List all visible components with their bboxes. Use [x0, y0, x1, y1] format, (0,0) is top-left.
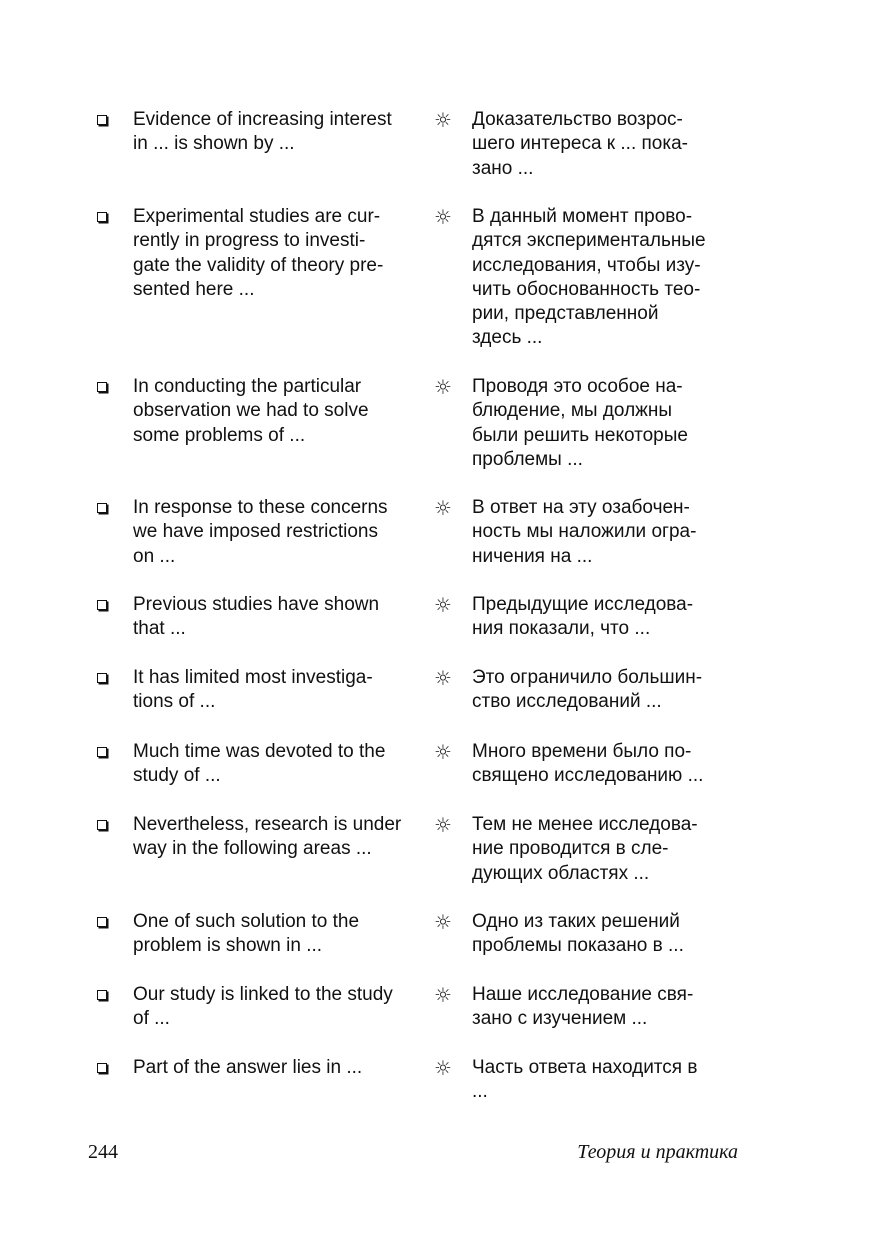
english-phrase-line: problem is shown in ...: [133, 935, 323, 957]
russian-translation-line: проблемы показано в ...: [472, 935, 684, 957]
english-phrase: [133, 666, 425, 715]
russian-translation-line: проблемы ...: [472, 448, 583, 470]
russian-translation-line: исследования, чтобы изу-: [472, 254, 701, 276]
checkbox-square-icon: [97, 990, 107, 1000]
english-phrase: [133, 910, 425, 959]
russian-translation: [472, 108, 742, 181]
russian-translation-line: Тем не менее исследова-: [472, 814, 698, 835]
sun-icon: ☼: [434, 740, 452, 764]
english-phrase-line: on ...: [133, 545, 176, 567]
checkbox-square-icon: [97, 917, 107, 927]
sun-icon: ☼: [434, 205, 452, 229]
russian-translation-line: ...: [472, 1081, 488, 1103]
russian-translation-line: Одно из таких решений: [472, 911, 680, 932]
russian-translation: [472, 740, 742, 789]
english-phrase-line: we have imposed restrictions: [133, 521, 378, 543]
russian-translation-line: блюдение, мы должны: [472, 400, 673, 422]
english-phrase-line: rently in progress to investi-: [133, 230, 366, 252]
russian-translation: [472, 813, 742, 886]
russian-translation-line: Часть ответа находится в: [472, 1057, 698, 1078]
sun-icon: ☼: [434, 108, 452, 132]
checkbox-square-icon: [97, 503, 107, 513]
english-phrase: [133, 740, 425, 789]
russian-translation-line: чить обоснованность тео-: [472, 278, 701, 300]
english-phrase: [133, 108, 425, 157]
english-phrase-line: Part of the answer lies in ...: [133, 1057, 363, 1078]
russian-translation-line: дующих областях ...: [472, 862, 650, 884]
sun-icon: ☼: [434, 496, 452, 520]
english-phrase-line: One of such solution to the: [133, 911, 360, 932]
checkbox-square-icon: [97, 1063, 107, 1073]
russian-translation-line: дятся экспериментальные: [472, 230, 706, 252]
sun-icon: ☼: [434, 593, 452, 617]
russian-translation: [472, 666, 742, 715]
english-phrase-line: of ...: [133, 1008, 170, 1030]
english-phrase-line: gate the validity of theory pre-: [133, 254, 384, 276]
sun-icon: ☼: [434, 813, 452, 837]
russian-translation-line: ничения на ...: [472, 545, 593, 567]
english-phrase: [133, 205, 425, 302]
english-phrase-line: some problems of ...: [133, 424, 306, 446]
english-phrase-line: Much time was devoted to the: [133, 741, 386, 762]
checkbox-square-icon: [97, 673, 107, 683]
english-phrase-line: Experimental studies are cur-: [133, 206, 381, 227]
english-phrase-line: Previous studies have shown: [133, 594, 380, 615]
sun-icon: ☼: [434, 375, 452, 399]
english-phrase-line: It has limited most investiga-: [133, 667, 373, 688]
page-number: 244: [88, 1141, 118, 1163]
russian-translation: [472, 205, 742, 351]
sun-icon: ☼: [434, 910, 452, 934]
russian-translation-line: ние проводится в сле-: [472, 838, 669, 860]
sun-icon: ☼: [434, 1056, 452, 1080]
english-phrase-line: in ... is shown by ...: [133, 133, 295, 155]
russian-translation-line: В данный момент прово-: [472, 206, 693, 227]
russian-translation: [472, 593, 742, 642]
checkbox-square-icon: [97, 115, 107, 125]
english-phrase-line: In response to these concerns: [133, 497, 388, 518]
russian-translation-line: зано с изучением ...: [472, 1008, 648, 1030]
russian-translation-line: здесь ...: [472, 327, 543, 349]
russian-translation: [472, 375, 742, 472]
english-phrase: [133, 375, 425, 448]
russian-translation-line: Наше исследование свя-: [472, 984, 694, 1005]
checkbox-square-icon: [97, 820, 107, 830]
english-phrase-line: Our study is linked to the study: [133, 984, 393, 1005]
english-phrase-line: observation we had to solve: [133, 400, 369, 422]
russian-translation-line: Много времени было по-: [472, 741, 692, 762]
english-phrase-line: Evidence of increasing interest: [133, 109, 392, 130]
russian-translation: [472, 910, 742, 959]
russian-translation: [472, 496, 742, 569]
russian-translation-line: зано ...: [472, 157, 534, 179]
checkbox-square-icon: [97, 212, 107, 222]
checkbox-square-icon: [97, 382, 107, 392]
russian-translation: [472, 983, 742, 1032]
english-phrase-line: Nevertheless, research is under: [133, 814, 402, 835]
sun-icon: ☼: [434, 666, 452, 690]
english-phrase: [133, 496, 425, 569]
russian-translation: [472, 1056, 742, 1105]
russian-translation-line: В ответ на эту озабочен-: [472, 497, 690, 518]
russian-translation-line: Проводя это особое на-: [472, 376, 683, 397]
russian-translation-line: Это ограничило большин-: [472, 667, 703, 688]
english-phrase: [133, 593, 425, 642]
english-phrase: [133, 983, 425, 1032]
running-title: Теория и практика: [577, 1141, 738, 1163]
russian-translation-line: ность мы наложили огра-: [472, 521, 697, 543]
english-phrase-line: sented here ...: [133, 278, 255, 300]
russian-translation-line: священо исследованию ...: [472, 765, 704, 787]
english-phrase-line: In conducting the particular: [133, 376, 362, 397]
russian-translation-line: Доказательство возрос-: [472, 109, 683, 130]
checkbox-square-icon: [97, 747, 107, 757]
russian-translation-line: ство исследований ...: [472, 691, 662, 713]
russian-translation-line: были решить некоторые: [472, 424, 688, 446]
english-phrase-line: that ...: [133, 618, 186, 640]
russian-translation-line: рии, представленной: [472, 303, 659, 325]
english-phrase: [133, 813, 425, 862]
english-phrase-line: study of ...: [133, 765, 221, 787]
russian-translation-line: шего интереса к ... пока-: [472, 133, 688, 155]
english-phrase-line: tions of ...: [133, 691, 216, 713]
english-phrase: [133, 1056, 425, 1080]
russian-translation-line: Предыдущие исследова-: [472, 594, 694, 615]
sun-icon: ☼: [434, 983, 452, 1007]
checkbox-square-icon: [97, 600, 107, 610]
english-phrase-line: way in the following areas ...: [133, 838, 372, 860]
russian-translation-line: ния показали, что ...: [472, 618, 651, 640]
